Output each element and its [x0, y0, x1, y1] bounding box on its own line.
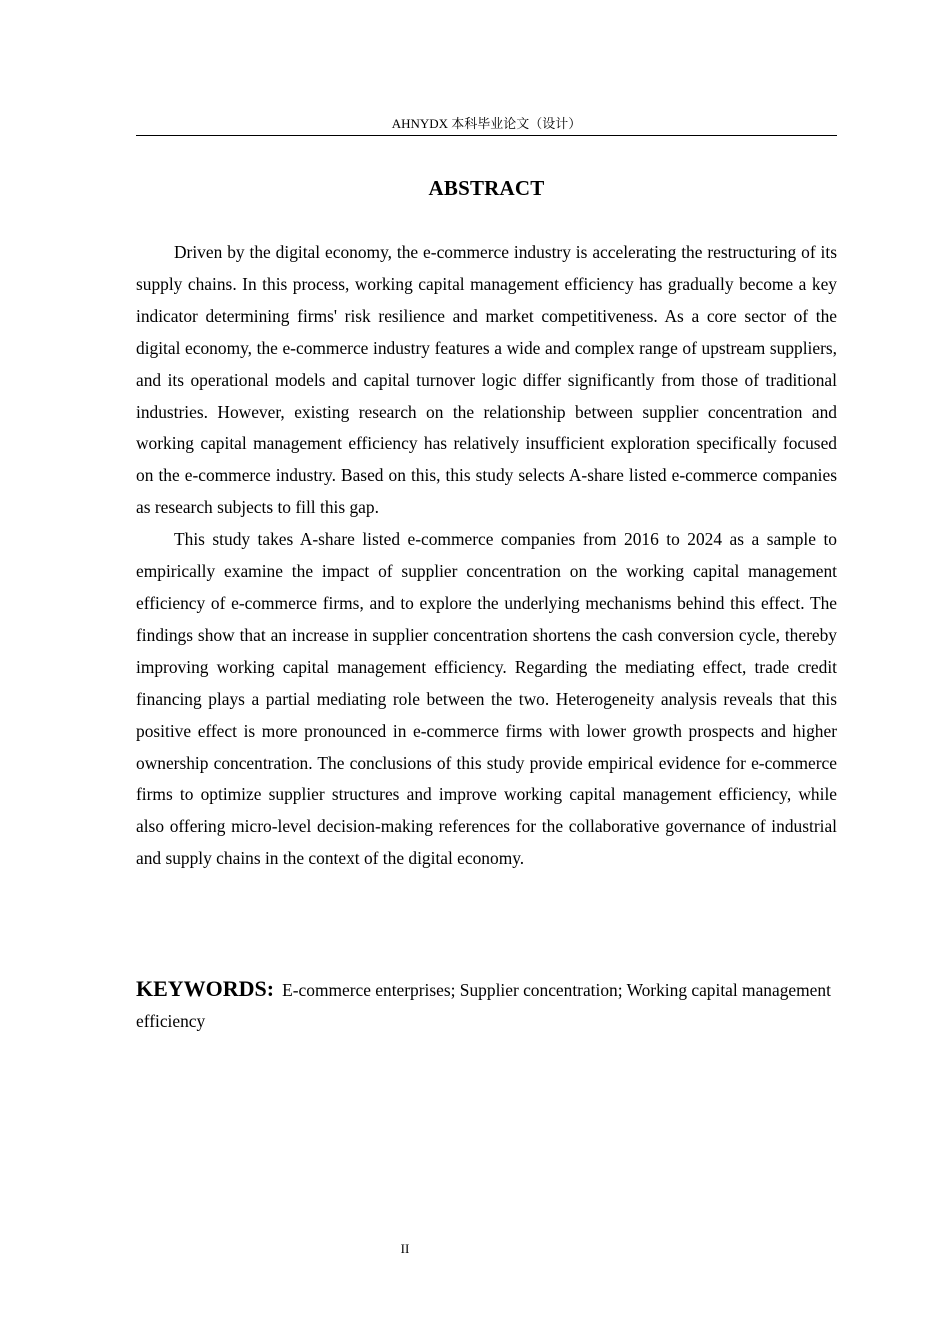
abstract-paragraph-2: This study takes A-share listed e-commerce companies from 2016 to 2024 as a sample to empirically examine the impact of supplier concentration on the working capital management efficiency of e-commerce firms, and to explore the underlying mechanisms behind this effect. The findings show that an increase in supplier concentration shortens the cash conversion cycle, thereby improving working capital management efficiency. Regarding the mediating effect, trade credit financing plays a partial mediating role between the two. Heterogeneity analysis reveals that this positive effect is more pronounced in e-commerce firms with lower growth prospects and higher ownership concentration. The conclusions of this study provide empirical evidence for e-commerce firms to optimize supplier structures and improve working capital management efficiency, while also offering micro-level decision-making references for the collaborative governance of industrial and supply chains in the context of the digital economy. [136, 529, 837, 869]
abstract-body [136, 237, 837, 875]
page-number: II [400, 1241, 410, 1256]
abstract-paragraph-1: Driven by the digital economy, the e-commerce industry is accelerating the restructuring of its supply chains. In this process, working capital management efficiency has gradually become a key indicator determining firms' risk resilience and market competitiveness. As a core sector of the digital economy, the e-commerce industry features a wide and complex range of upstream suppliers, and its operational models and capital turnover logic differ significantly from those of traditional industries. However, existing research on the relationship between supplier concentration and working capital management efficiency has relatively insufficient exploration specifically focused on the e-commerce industry. Based on this, this study selects A-share listed e-commerce companies as research subjects to fill this gap. [136, 242, 837, 518]
keywords-text: E-commerce enterprises; Supplier concentration; Working capital management efficiency [136, 980, 831, 1031]
abstract-title: ABSTRACT [428, 176, 545, 200]
page-header: AHNYDX 本科毕业论文（设计） [136, 116, 837, 136]
keywords-label: KEYWORDS: [136, 976, 275, 1001]
keywords-section [136, 973, 837, 1037]
